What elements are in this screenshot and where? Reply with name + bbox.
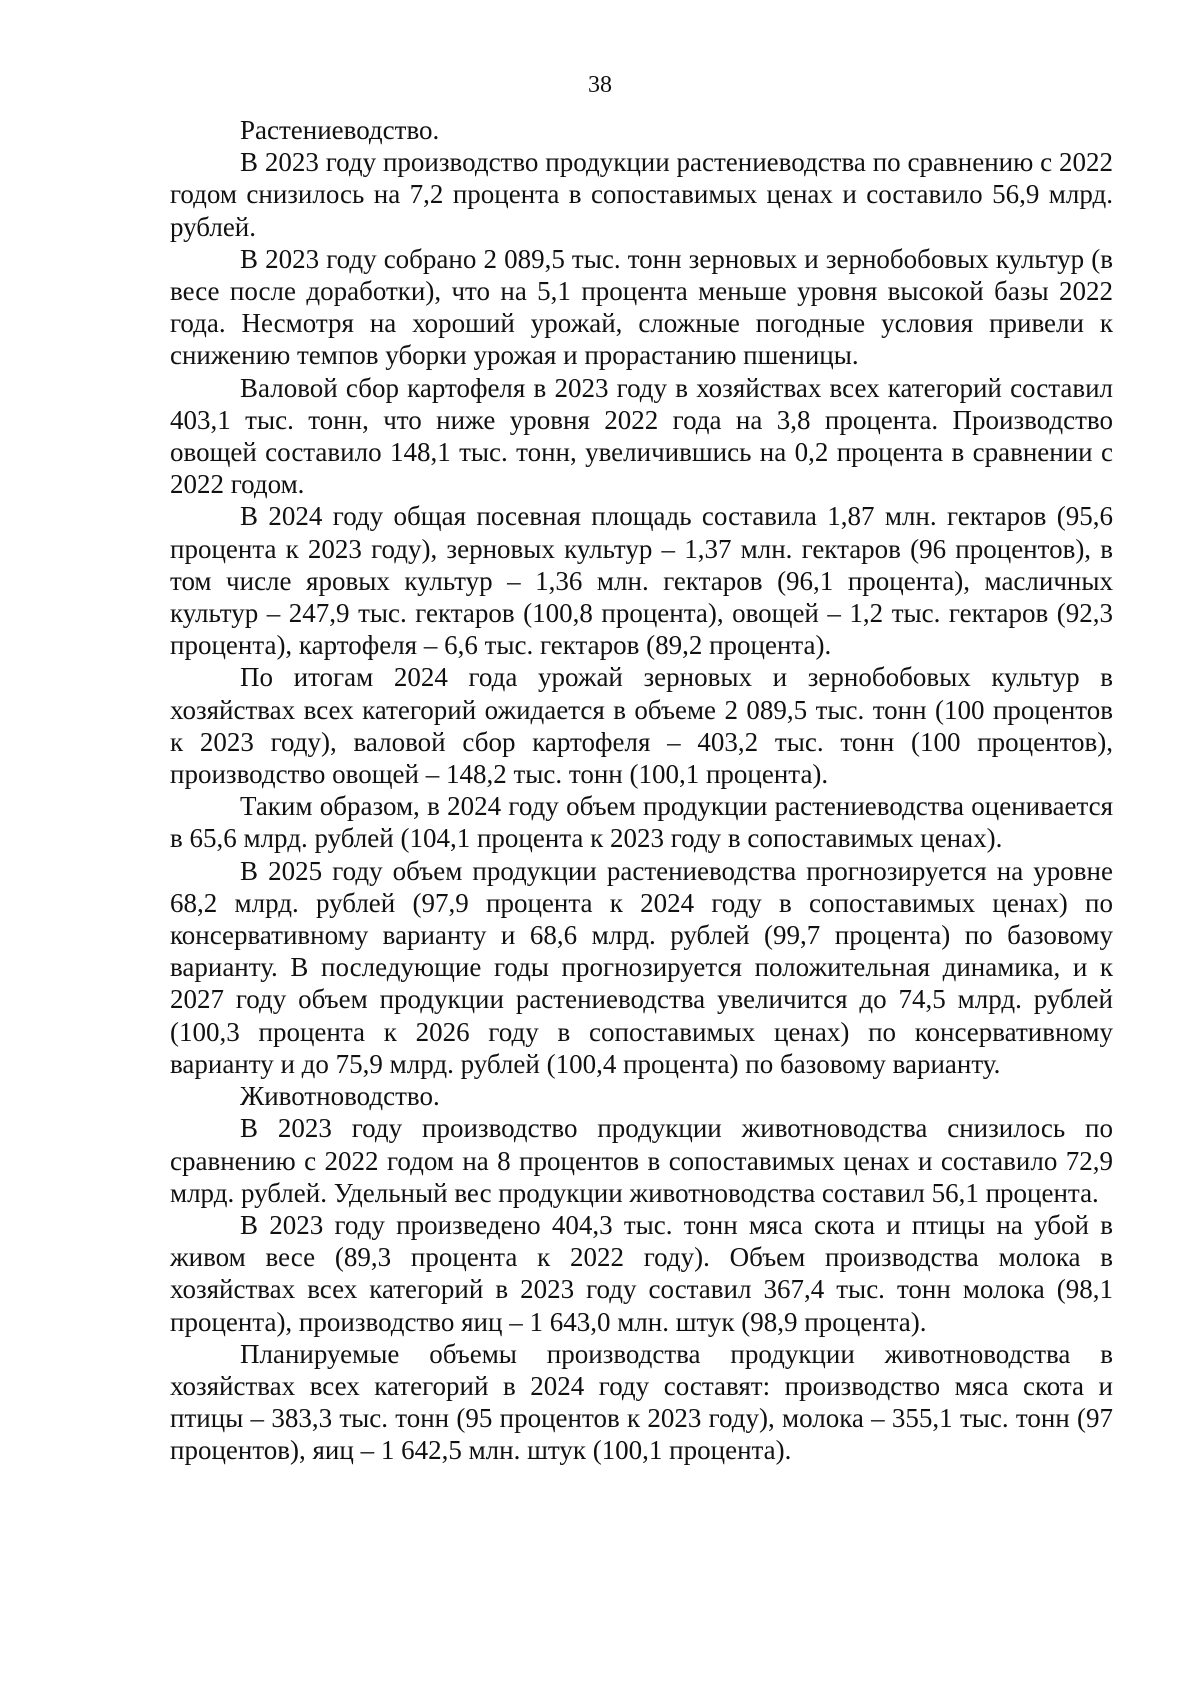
paragraph-harvest-results-2024: По итогам 2024 года урожай зерновых и зернобобовых культур в хозяйствах всех категорий ожидается в объеме 2 089,5 тыс. тонн (100 процентов к 2023 году), валовой сбор картофеля – 403,2 тыс. тонн (100 процентов), производство овощей – 148,2 тыс. тонн (100,1 процента). [170,662,1113,790]
paragraph-sown-area-2024: В 2024 году общая посевная площадь составила 1,87 млн. гектаров (95,6 процента к 2023 году), зерновых культур – 1,37 млн. гектаров (96 процентов), в том числе яровых культур – 1,36 млн. гектаров (96,1 процента), масличных культур – 247,9 тыс. гектаров (100,8 процента), овощей – 1,2 тыс. гектаров (92,3 процента), картофеля – 6,6 тыс. гектаров (89,2 процента). [170,501,1113,661]
paragraph-crop-forecast-2025-2027: В 2025 году объем продукции растениеводства прогнозируется на уровне 68,2 млрд. рублей (97,9 процента к 2024 году в сопоставимых ценах) по консервативному варианту и 68,6 млрд. рублей (99,7 процента) по базовому варианту. В последующие годы прогнозируется положительная динамика, и к 2027 году объем продукции растениеводства увеличится до 74,5 млрд. рублей (100,3 процента к 2026 году в сопоставимых ценах) по консервативному варианту и до 75,9 млрд. рублей (100,4 процента) по базовому варианту. [170,855,1113,1079]
section-heading-crop-production: Растениеводство. [240,115,440,145]
paragraph-livestock-plan-2024: Планируемые объемы производства продукции животноводства в хозяйствах всех категорий в 2024 году составят: производство мяса скота и птицы – 383,3 тыс. тонн (95 процентов к 2023 году), молока – 355,1 тыс. тонн (97 процентов), яиц – 1 642,5 млн. штук (100,1 процента). [170,1338,1113,1466]
page-number: 38 [588,72,612,98]
document-body [170,114,1113,1467]
paragraph-livestock-2023: В 2023 году производство продукции животноводства снизилось по сравнению с 2022 годом на 8 процентов в сопоставимых ценах и составило 72,9 млрд. рублей. Удельный вес продукции животноводства составил 56,1 процента. [170,1113,1113,1208]
section-heading-livestock: Животноводство. [240,1081,440,1112]
paragraph-crop-volume-2024: Таким образом, в 2024 году объем продукции растениеводства оценивается в 65,6 млрд. рублей (104,1 процента к 2023 году в сопоставимых ценах). [170,791,1113,854]
paragraph-potato-vegetables-2023: Валовой сбор картофеля в 2023 году в хозяйствах всех категорий составил 403,1 тыс. тонн, что ниже уровня 2022 года на 3,8 процента. Производство овощей составило 148,1 тыс. тонн, увеличившись на 0,2 процента в сравнении с 2022 годом. [170,372,1113,500]
paragraph-meat-milk-eggs-2023: В 2023 году произведено 404,3 тыс. тонн мяса скота и птицы на убой в живом весе (89,3 процента к 2022 году). Объем производства молока в хозяйствах всех категорий в 2023 году составил 367,4 тыс. тонн молока (98,1 процента), производство яиц – 1 643,0 млн. штук (98,9 процента). [170,1209,1113,1337]
paragraph-grain-harvest-2023: В 2023 году собрано 2 089,5 тыс. тонн зерновых и зернобобовых культур (в весе после доработки), что на 5,1 процента меньше уровня высокой базы 2022 года. Несмотря на хороший урожай, сложные погодные условия привели к снижению темпов уборки урожая и прорастанию пшеницы. [170,243,1113,371]
paragraph-crop-production-2023: В 2023 году производство продукции растениеводства по сравнению с 2022 годом снизилось на 7,2 процента в сопоставимых ценах и составило 56,9 млрд. рублей. [170,147,1113,242]
